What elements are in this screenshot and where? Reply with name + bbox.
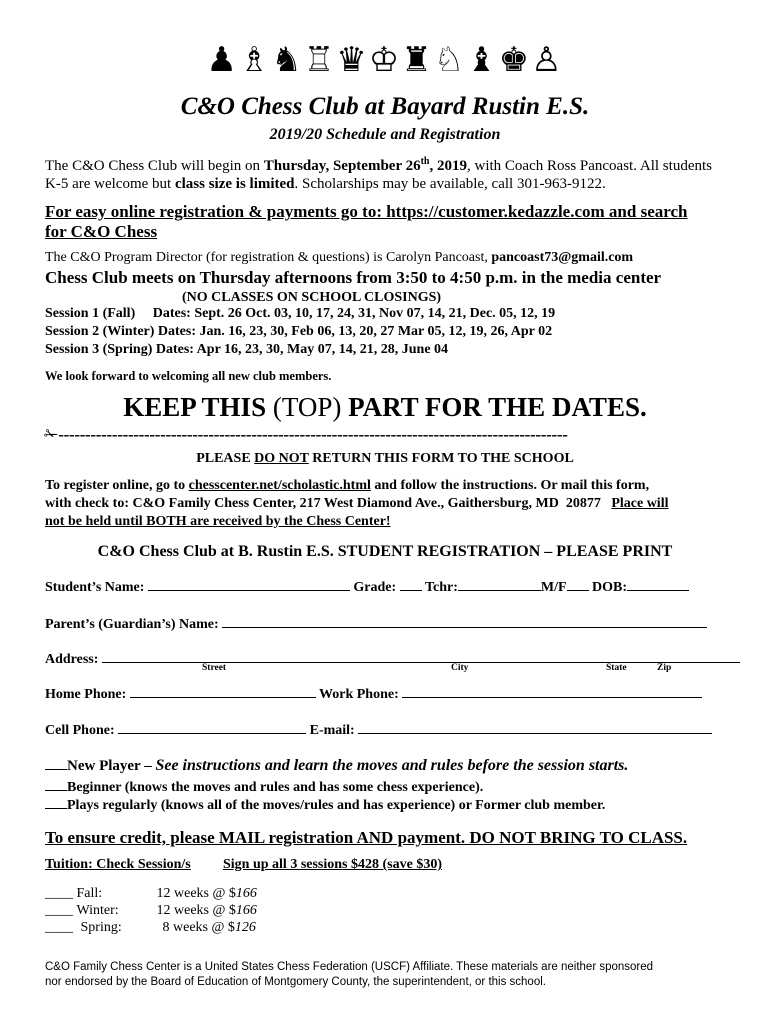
cut-line xyxy=(44,425,726,445)
address-row xyxy=(45,648,740,668)
meeting-time: Chess Club meets on Thursday afternoons from 3:50 to 4:50 p.m. in the media center xyxy=(45,268,662,287)
spring-blank[interactable]: ____ xyxy=(45,920,73,935)
director-email[interactable]: pancoast73@gmail.com xyxy=(491,250,634,265)
intro-line-1 xyxy=(45,156,712,175)
intro-text: The C&O Chess Club will begin on xyxy=(45,158,264,174)
fee-row-fall xyxy=(45,886,257,902)
fall-price: 166 xyxy=(235,886,257,901)
register-line-2 xyxy=(45,496,668,512)
teacher-field[interactable] xyxy=(458,576,541,591)
start-date: Thursday, September 26 xyxy=(263,158,421,174)
fall-label: Fall: xyxy=(76,886,103,901)
street-caption: Street xyxy=(202,663,227,673)
footer-line-2: nor endorsed by the Board of Education of Montgomery County, the superintendent, or this school. xyxy=(45,976,546,988)
dob-label: DOB: xyxy=(592,580,628,595)
tuition-heading-a: Tuition: Check Session/s xyxy=(45,857,191,872)
page-subtitle: 2019/20 Schedule and Registration xyxy=(269,126,501,143)
cell-email-row xyxy=(45,719,712,739)
intro-line-2 xyxy=(45,176,606,193)
email-label: E-mail: xyxy=(309,723,355,738)
session-3-dates: Session 3 (Spring) Dates: Apr 16, 23, 30, May 07, 14, 21, 28, June 04 xyxy=(45,342,449,357)
student-row xyxy=(45,576,689,596)
scholarship-note: . Scholarships may be available, call 301-963-9122. xyxy=(294,176,606,192)
home-phone-field[interactable] xyxy=(130,683,316,698)
online-registration-line-1[interactable]: For easy online registration & payments go to: https://customer.kedazzle.com and search xyxy=(45,202,688,221)
please-text: PLEASE xyxy=(196,451,255,466)
phone-row xyxy=(45,683,702,703)
address-field[interactable] xyxy=(102,648,740,663)
spring-weeks: 8 weeks @ $ xyxy=(162,920,235,935)
fee-row-winter xyxy=(45,903,257,919)
cell-phone-label: Cell Phone: xyxy=(45,723,115,738)
parent-name-field[interactable] xyxy=(222,613,707,628)
footer-line-1: C&O Family Chess Center is a United States Chess Federation (USCF) Affiliate. These materials are neither sponsored xyxy=(45,961,654,973)
fee-row-spring xyxy=(45,920,256,936)
winter-price: 166 xyxy=(235,903,257,918)
start-date-suffix: th xyxy=(420,156,430,167)
register-text: To register online, go to xyxy=(45,478,189,493)
dashed-line: ----------------------------------------------------------------------------------------------- xyxy=(58,425,568,444)
mailing-address: with check to: C&O Family Chess Center, 217 West Diamond Ave., Gaithersburg, MD 20877 xyxy=(45,496,612,511)
fall-blank[interactable]: ____ xyxy=(45,886,73,901)
gender-label: M/F xyxy=(540,580,567,595)
director-line xyxy=(45,250,633,266)
winter-label: Winter: xyxy=(76,903,119,918)
scissors-icon: ✁ xyxy=(44,425,59,445)
new-player-option xyxy=(45,755,628,775)
email-field[interactable] xyxy=(358,719,712,734)
new-player-instructions: See instructions and learn the moves and rules before the session starts. xyxy=(155,757,629,774)
register-line-1 xyxy=(45,478,649,494)
beginner-checkbox[interactable] xyxy=(45,776,67,791)
student-name-label: Student’s Name: xyxy=(45,580,145,595)
city-caption: City xyxy=(451,663,469,673)
register-instructions: and follow the instructions. Or mail this form, xyxy=(370,478,650,493)
do-not-text: DO NOT xyxy=(254,451,309,466)
spring-price: 126 xyxy=(234,920,256,935)
start-year: , 2019 xyxy=(429,158,467,174)
state-caption: State xyxy=(606,663,627,673)
grade-field[interactable] xyxy=(400,576,422,591)
page-title: C&O Chess Club at Bayard Rustin E.S. xyxy=(180,93,590,120)
keep-heading-c: PART FOR THE DATES. xyxy=(341,392,647,422)
return-text: RETURN THIS FORM TO THE SCHOOL xyxy=(308,451,574,466)
regular-label: Plays regularly (knows all of the moves/rules and has experience) or Former club member. xyxy=(67,798,606,813)
intro-grades: K-5 are welcome but xyxy=(45,176,175,192)
gender-field[interactable] xyxy=(567,576,589,591)
teacher-label: Tchr: xyxy=(424,580,458,595)
address-label: Address: xyxy=(45,652,99,667)
zip-caption: Zip xyxy=(657,663,672,673)
new-player-checkbox[interactable] xyxy=(45,755,67,770)
regular-option xyxy=(45,794,605,814)
home-phone-label: Home Phone: xyxy=(45,687,127,702)
winter-weeks: 12 weeks @ $ xyxy=(156,903,236,918)
new-player-label: New Player – xyxy=(67,758,156,774)
no-classes-note: (NO CLASSES ON SCHOOL CLOSINGS) xyxy=(182,290,442,305)
parent-name-label: Parent’s (Guardian’s) Name: xyxy=(45,617,219,632)
chess-pieces-banner: ♟♗♞♖♛♔♜♘♝♚♙ xyxy=(206,40,564,80)
keep-heading-a: KEEP THIS xyxy=(123,392,273,422)
register-line-3: not be held until BOTH are received by the Chess Center! xyxy=(45,514,391,529)
session-1-dates: Session 1 (Fall) Dates: Sept. 26 Oct. 03, 10, 17, 24, 31, Nov 07, 14, 21, Dec. 05, 12, 19 xyxy=(45,306,556,321)
fall-weeks: 12 weeks @ $ xyxy=(156,886,236,901)
grade-label: Grade: xyxy=(353,580,397,595)
spring-label: Spring: xyxy=(80,920,122,935)
dob-field[interactable] xyxy=(627,576,689,591)
intro-coach: , with Coach Ross Pancoast. All students xyxy=(466,158,712,174)
parent-row xyxy=(45,613,707,633)
mail-payment-note: To ensure credit, please MAIL registration AND payment. DO NOT BRING TO CLASS. xyxy=(45,828,688,847)
cell-phone-field[interactable] xyxy=(118,719,306,734)
keep-top-heading xyxy=(0,392,770,423)
beginner-label: Beginner (knows the moves and rules and has some chess experience). xyxy=(67,780,484,795)
place-note: Place will xyxy=(611,496,669,511)
director-text: The C&O Program Director (for registration & questions) is Carolyn Pancoast, xyxy=(45,250,492,265)
tuition-heading-b: Sign up all 3 sessions $428 (save $30) xyxy=(223,857,442,872)
winter-blank[interactable]: ____ xyxy=(45,903,73,918)
beginner-option xyxy=(45,776,483,796)
do-not-return-note xyxy=(0,451,770,467)
scholastic-link[interactable]: chesscenter.net/scholastic.html xyxy=(188,478,371,493)
class-size-note: class size is limited xyxy=(174,176,295,192)
registration-form-title: C&O Chess Club at B. Rustin E.S. STUDENT REGISTRATION – PLEASE PRINT xyxy=(97,543,673,560)
session-2-dates: Session 2 (Winter) Dates: Jan. 16, 23, 30, Feb 06, 13, 20, 27 Mar 05, 12, 19, 26, Apr 02 xyxy=(45,324,553,339)
keep-heading-b: (TOP) xyxy=(272,392,342,422)
student-name-field[interactable] xyxy=(148,576,350,591)
online-registration-line-2[interactable]: for C&O Chess xyxy=(45,222,158,241)
regular-checkbox[interactable] xyxy=(45,794,67,809)
welcome-note: We look forward to welcoming all new club members. xyxy=(45,369,332,383)
work-phone-label: Work Phone: xyxy=(319,687,399,702)
work-phone-field[interactable] xyxy=(402,683,702,698)
